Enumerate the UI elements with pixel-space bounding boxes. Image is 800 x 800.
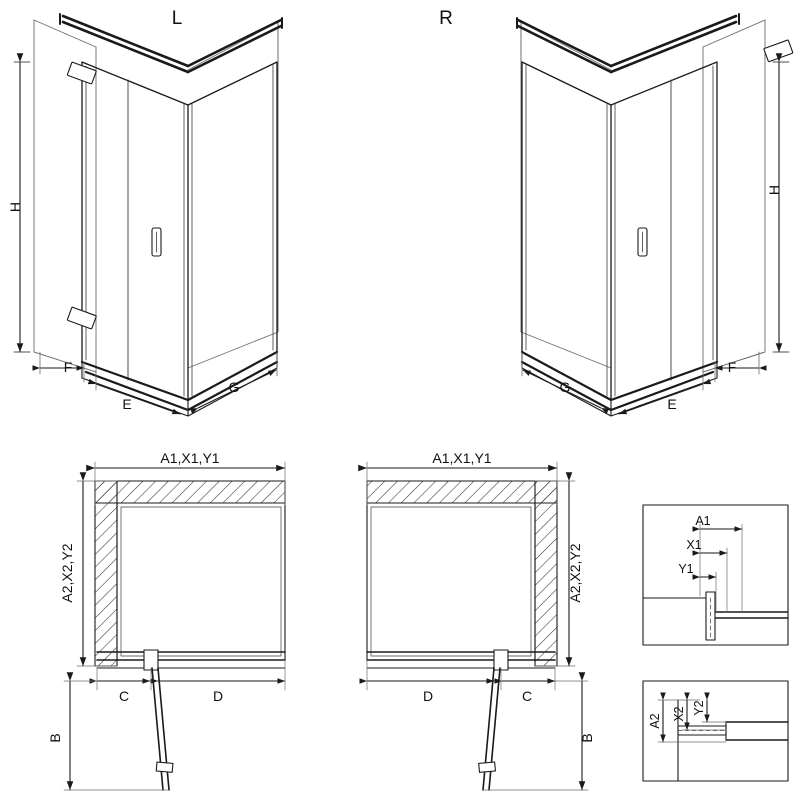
dimension-e-right	[619, 384, 703, 414]
iso-view-left	[14, 14, 282, 416]
label-view-right: R	[439, 8, 453, 29]
iso-view-right	[517, 0, 793, 416]
label-g-left: G	[228, 379, 240, 395]
plan-left-dim-cd	[97, 660, 285, 690]
label-detail-a2: A2	[648, 713, 662, 729]
label-plan-right-side: A2,X2,Y2	[567, 543, 583, 603]
detail-bottom	[643, 681, 788, 781]
label-detail-y2: Y2	[692, 700, 706, 716]
label-e-left: E	[122, 396, 132, 412]
label-plan-right-c: C	[521, 688, 533, 704]
label-plan-left-side: A2,X2,Y2	[59, 543, 75, 603]
label-detail-a1: A1	[695, 514, 711, 528]
label-g-right: G	[559, 379, 571, 395]
label-h-left: H	[7, 201, 23, 213]
label-plan-left-b: B	[47, 733, 63, 743]
dimension-h-right	[773, 62, 789, 352]
plan-view-right	[367, 462, 588, 790]
label-h-right: H	[766, 184, 782, 196]
label-plan-right-top: A1,X1,Y1	[432, 450, 492, 466]
label-detail-x1: X1	[686, 538, 702, 552]
label-plan-left-d: D	[212, 688, 224, 704]
label-view-left: L	[171, 8, 183, 29]
label-f-left: F	[63, 359, 73, 375]
plan-right-dim-cd	[367, 660, 555, 690]
label-f-right: F	[727, 359, 737, 375]
label-e-right: E	[667, 396, 677, 412]
label-plan-right-b: B	[579, 733, 595, 743]
detail-top	[643, 505, 788, 645]
plan-view-left	[64, 462, 285, 790]
label-plan-right-d: D	[422, 688, 434, 704]
dimension-e-left	[96, 384, 180, 414]
label-detail-y1: Y1	[678, 562, 694, 576]
label-plan-left-c: C	[118, 688, 130, 704]
label-plan-left-top: A1,X1,Y1	[160, 450, 220, 466]
label-detail-x2: X2	[672, 706, 686, 722]
